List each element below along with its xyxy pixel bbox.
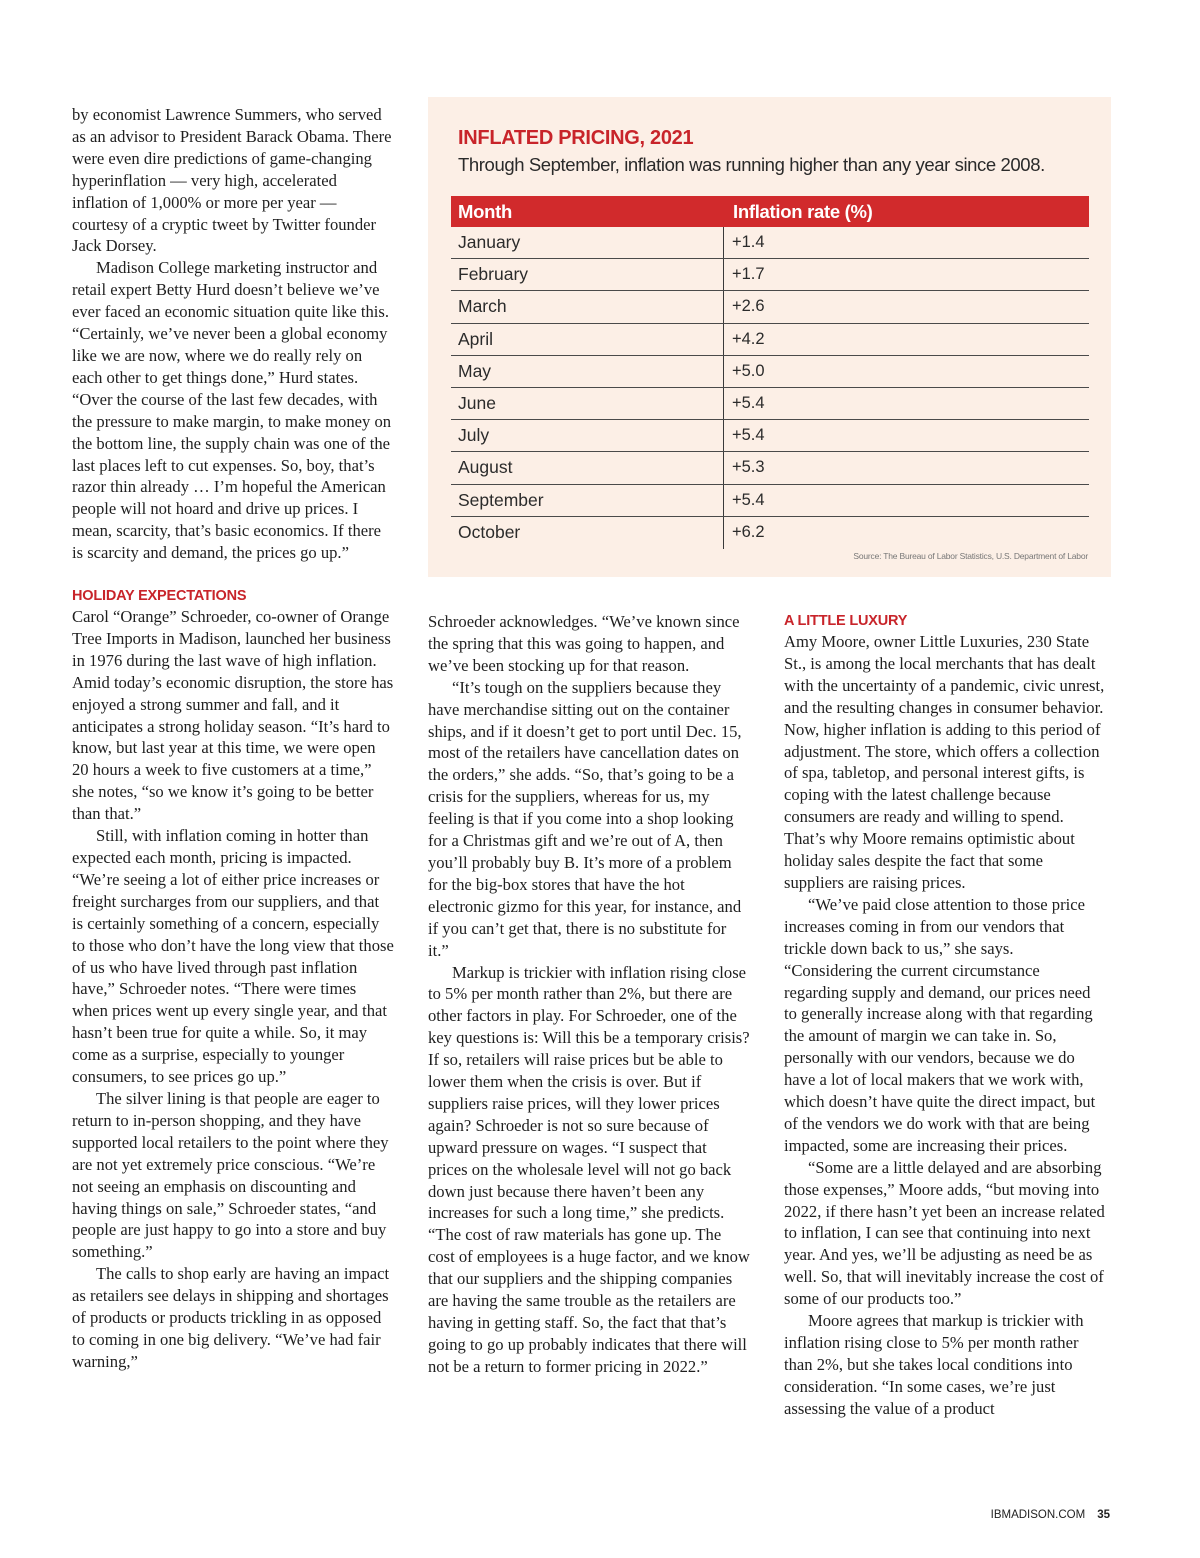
rate-cell: +1.7 [732,265,765,284]
rate-cell: +2.6 [732,297,765,316]
month-cell: May [451,356,724,387]
rate-cell: +5.0 [732,361,765,380]
table-row [451,420,1089,452]
table-row [451,485,1089,517]
header-inflation-rate: Inflation rate (%) [733,200,873,222]
paragraph: Amy Moore, owner Little Luxuries, 230 State St., is among the local merchants that has dealt with the uncertainty of a pandemic, civic unrest, and the resulting changes in consumer behavior. Now, higher inflation is adding to this period of adjustment. The store, which offers a collection of spa, tabletop, and personal interest gifts, is coping with the latest challenge because consumers are ready and willing to spend. That’s why Moore remains optimistic about holiday sales despite the fact that some suppliers are raising prices. [784,632,1105,892]
page-footer [991,1509,1110,1521]
table-row [451,452,1089,484]
article-column-left [72,104,394,1373]
month-cell: February [451,259,724,290]
section-subhead-a-little-luxury: A LITTLE LUXURY [784,613,908,629]
paragraph: “We’ve paid close attention to those price increases coming in from our vendors that trickle down back to us,” she says. “Considering the current circumstance regarding supply and demand, our prices need to generally increase along with that regarding the amount of margin we can take in. So, personally with our vendors, because we do have a lot of local makers that we work with, which doesn’t have quite the direct impact, but of the vendors we do work with that are being impacted, some are increasing their prices. [784,894,1096,1155]
rate-cell: +6.2 [732,523,765,542]
paragraph: Markup is trickier with inflation rising close to 5% per month rather than 2%, but there are other factors in play. For Schroeder, one of the key questions is: Will this be a temporary crisis? If so, retailers will raise prices but be able to lower them when the crisis is over. But if suppliers raise prices, will they lower prices again? Schroeder is not so sure because of upward pressure on wages. “I suspect that prices on the wholesale level will not go back down just because there haven’t been any increases for such a long time,” she predicts. “The cost of raw materials has gone up. The cost of employees is a huge factor, and we know that our suppliers and the shipping companies are having the same trouble as the retailers are having in getting staff. So, the fact that that’s going to go up probably indicates that there will not be a return to former pricing in 2022.” [428,962,750,1376]
sidebar-subtitle: Through September, inflation was running higher than any year since 2008. [458,154,1045,175]
article-column-right [784,611,1106,1420]
paragraph: Schroeder acknowledges. “We’ve known since the spring that this was going to happen, and we’ve been stocking up for that reason. [428,612,740,675]
table-row [451,356,1089,388]
month-cell: August [451,452,724,483]
table-row [451,388,1089,420]
month-cell: January [451,227,724,258]
month-cell: June [451,388,724,419]
month-cell: July [451,420,724,451]
section-subhead-holiday-expectations: HOLIDAY EXPECTATIONS [72,588,247,605]
table-header [451,196,1089,227]
month-cell: March [451,291,724,322]
table-row [451,291,1089,323]
rate-cell: +5.4 [732,394,765,413]
rate-cell: +5.3 [732,458,765,477]
inflation-sidebar [428,97,1111,577]
header-month: Month [458,200,512,222]
month-cell: September [451,485,724,516]
paragraph: Carol “Orange” Schroeder, co-owner of Orange Tree Imports in Madison, launched her business in 1976 during the last wave of high inflation. Amid today’s economic disruption, the store has enjoyed a strong summer and fall, and it anticipates a strong holiday season. “It’s hard to know, but last year at this time, we were open 20 hours a week to five customers at a time,” she notes, “so we know it’s going to be better than that.” [72,607,394,824]
paragraph: by economist Lawrence Summers, who served as an advisor to President Barack Obama. There were even dire predictions of game-changing hyperinflation — very high, accelerated inflation of 1,000% or more per year — courtesy of a cryptic tweet by Twitter founder Jack Dorsey. [72,105,392,256]
page-number: 35 [1097,1509,1110,1521]
rate-cell: +5.4 [732,490,765,509]
table-row [451,259,1089,291]
inflation-table [451,196,1089,549]
article-column-middle [428,611,750,1378]
rate-cell: +1.4 [732,233,765,252]
table-row [451,227,1089,259]
month-cell: October [451,517,724,549]
rate-cell: +4.2 [732,329,765,348]
paragraph: “Some are a little delayed and are absorbing those expenses,” Moore adds, “but moving into 2022, if there hasn’t yet been an increase related to inflation, I can see that continuing into next year. And yes, we’ll be adjusting as need be as well. So, that will inevitably increase the cost of some of our products too.” [784,1157,1105,1309]
paragraph: Moore agrees that markup is trickier with inflation rising close to 5% per month rather than 2%, but she takes local conditions into consideration. “In some cases, we’re just assessing the value of a product [784,1311,1084,1418]
rate-cell: +5.4 [732,426,765,445]
month-cell: April [451,324,724,355]
sidebar-title: INFLATED PRICING, 2021 [458,127,694,149]
paragraph: The silver lining is that people are eager to return to in-person shopping, and they have supported local retailers to the point where they are not yet extremely price conscious. “We’re not seeing an emphasis on discounting and having things on sale,” Schroeder states, “and people are just happy to go into a store and buy something.” [72,1088,389,1262]
paragraph: The calls to shop early are having an impact as retailers see delays in shipping and shortages of products or products trickling in as opposed to coming in one big delivery. “We’ve had fair warning,” [72,1264,390,1371]
table-row [451,517,1089,549]
paragraph: Still, with inflation coming in hotter than expected each month, pricing is impacted. “We’re seeing a lot of either price increases or freight surcharges from our suppliers, and that is certainly something of a concern, especially to those who don’t have the long view that those of us who have lived through past inflation have,” Schroeder notes. “There were times when prices went up every single year, and that hasn’t been true for quite a while. So, it may come as a surprise, especially to younger consumers, to see prices go up.” [72,826,394,1087]
paragraph: Madison College marketing instructor and retail expert Betty Hurd doesn’t believe we’ve ever faced an economic situation quite like this. “Certainly, we’ve never been a global economy like we are now, where we do really rely on each other to get things done,” Hurd states. “Over the course of the last few decades, with the pressure to make margin, to make money on the bottom line, the supply chain was one of the last places left to cut expenses. So, boy, that’s razor thin already … I’m hopeful the American people will not hoard and drive up prices. I mean, scarcity, that’s basic economics. If there is scarcity and demand, the prices go up.” [72,258,392,563]
footer-site-url: IBMADISON.COM [990,1509,1086,1521]
source-note: Source: The Bureau of Labor Statistics, U.S. Department of Labor [853,551,1088,561]
table-row [451,324,1089,356]
paragraph: “It’s tough on the suppliers because they have merchandise sitting out on the container ships, and if it doesn’t get to port until Dec. 15, most of the retailers have cancellation dates on the orders,” she adds. “So, that’s going to be a crisis for the suppliers, whereas for us, my feeling is that if you come into a shop looking for a Christmas gift and we’re out of A, then you’ll probably buy B. It’s more of a problem for the big-box stores that have the hot electronic gizmo for this year, for instance, and if you can’t get that, there is no substitute for it.” [428,677,742,960]
